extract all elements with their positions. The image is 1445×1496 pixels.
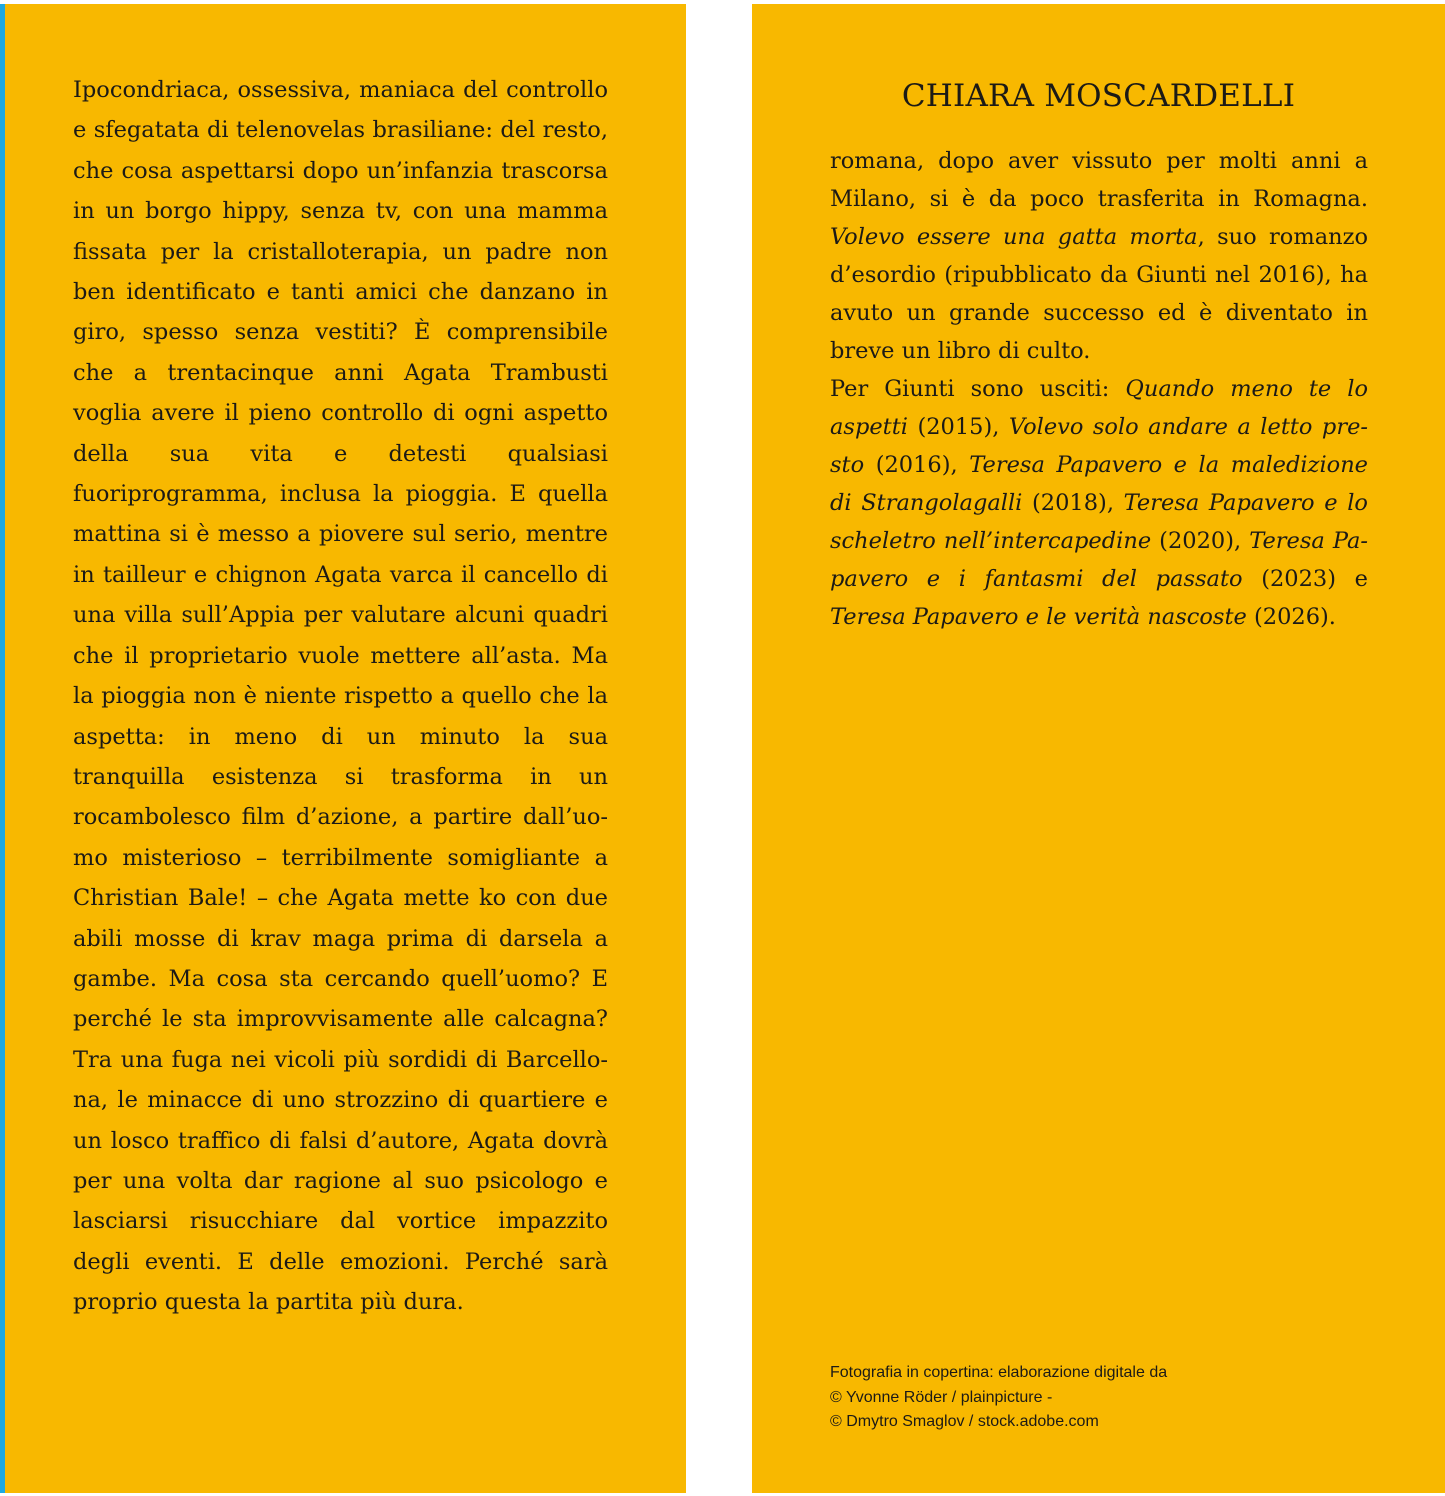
credit-line: © Yvonne Röder / plainpicture - <box>830 1388 1053 1406</box>
book-year: (2026). <box>1246 604 1336 630</box>
author-name: CHIARA MOSCARDELLI <box>901 78 1296 114</box>
credit-line: Fotografia in copertina: elaborazione digitale da <box>830 1364 1168 1381</box>
book-year: (2016), <box>864 452 970 478</box>
book-title: Teresa Papavero e la maledizione di Strangolagalli <box>830 452 1368 516</box>
cover-photo-credits <box>830 1361 1390 1435</box>
back-flap <box>752 4 1445 1493</box>
book-title: Teresa Papavero e i fantasmi del passato <box>830 528 1368 592</box>
bio-paragraph-2 <box>830 370 1368 636</box>
book-blurb: Ipocondriaca, ossessiva, maniaca del controllo e sfegatata di telenovelas brasiliane: del resto, che cosa aspettarsi dopo un’infanzia trascorsa in un borgo hippy, senza tv, con una mamma fissata per la cristalloterapia, un padre non ben identificato e tanti amici che danzano in giro, spesso senza vestiti? È comprensibile che a trentacinque anni Agata Trambusti voglia avere il pieno controllo di ogni aspetto della sua vita e detesti qualsiasi fuoriprogramma, inclusa la pioggia. E quella mattina si è messo a piovere sul serio, mentre in tailleur e chignon Agata varca il cancello di una villa sull’Appia per valutare alcuni quadri che il proprietario vuole mettere all’asta. Ma la pioggia non è niente rispetto a quello che la aspetta: in meno di un minuto la sua tranquilla esistenza si trasforma in un rocambolesco film d’azione, a partire dall’uomo misterioso – terribilmente somigliante a Christian Bale! – che Agata mette ko con due abili mosse di krav maga prima di darsela a gambe. Ma cosa sta cercando quell’uomo? E perché le sta improvvisamente alle calcagna? Tra una fuga nei vicoli più sordidi di Barcellona, le minacce di uno strozzino di quartiere e un losco traffico di falsi d’autore, Agata dovrà per una volta dar ragione al suo psicologo e lasciarsi risucchiare dal vortice impazzito degli eventi. E delle emozioni. Perché sarà proprio questa la partita più dura. <box>73 77 608 1316</box>
book-title: Teresa Papavero e le verità nascoste <box>830 604 1247 630</box>
book-title: Volevo solo andare a letto presto <box>830 414 1369 478</box>
book-year: (2020), <box>1151 528 1250 554</box>
front-flap <box>5 4 686 1493</box>
bio-paragraph-1 <box>830 142 1368 370</box>
book-year: (2018), <box>1022 490 1124 516</box>
author-bio <box>830 142 1368 636</box>
credit-line: © Dmytro Smaglov / stock.adobe.com <box>830 1413 1099 1430</box>
bibliography-intro: Per Giunti sono usciti: <box>830 376 1126 402</box>
book-year: (2015), <box>907 414 1009 440</box>
bio-text: , suo romanzo d’esordio (ripubblicato da Giunti nel 2016), ha avuto un grande successo ed è diventato in breve un libro di culto. <box>830 224 1368 364</box>
debut-novel-title: Volevo essere una gatta morta <box>830 224 1198 250</box>
book-title: Teresa Papavero e lo scheletro nell’intercapedine <box>830 490 1368 554</box>
book-year: (2023) e <box>1242 566 1368 592</box>
bio-text: romana, dopo aver vissuto per molti anni a Milano, si è da poco trasferita in Romagna. <box>830 148 1368 212</box>
book-title: Quando meno te lo aspetti <box>830 376 1368 440</box>
